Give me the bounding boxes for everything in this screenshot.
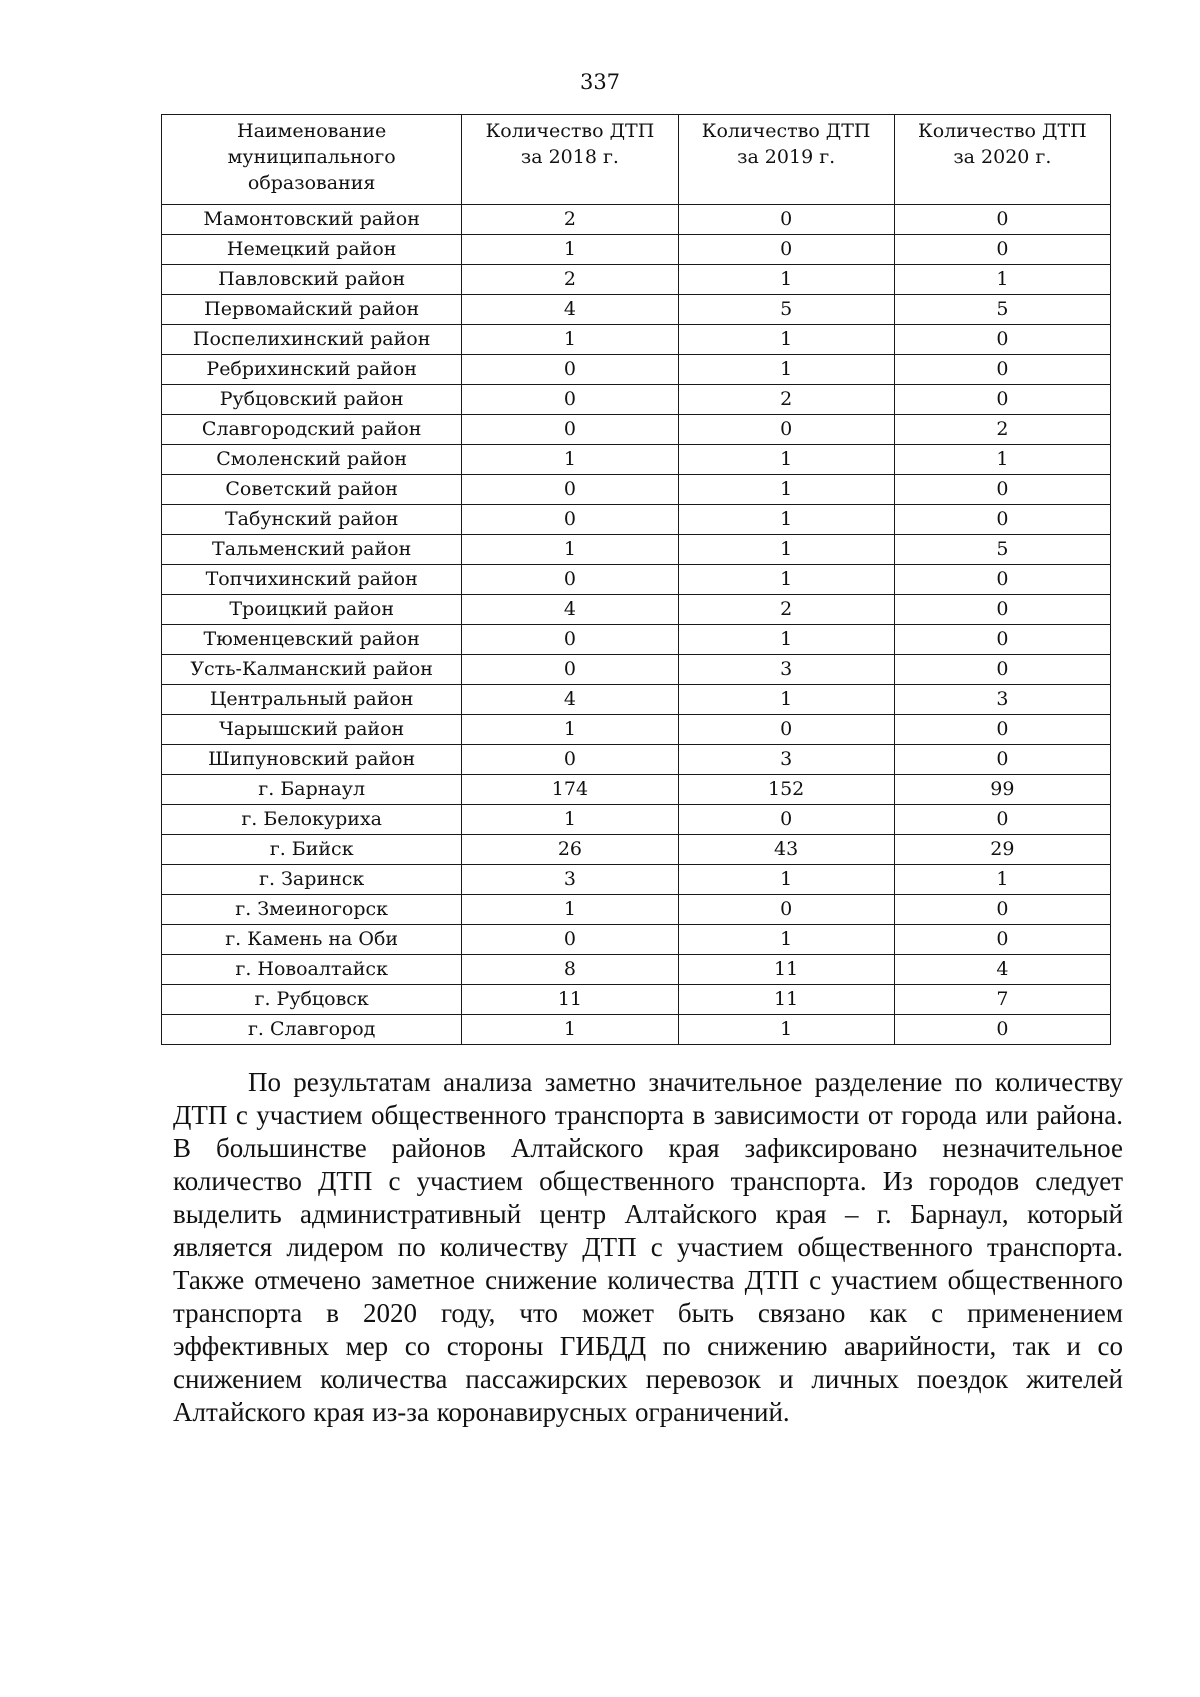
accident-statistics-table [161,114,1111,1045]
cell-accidents-2020: 1 [894,445,1110,475]
cell-accidents-2020: 4 [894,955,1110,985]
header-accidents-2020: Количество ДТП за 2020 г. [894,115,1110,205]
cell-accidents-2020: 3 [894,685,1110,715]
cell-accidents-2020: 0 [894,355,1110,385]
cell-accidents-2019: 0 [678,415,894,445]
table-row [162,325,1111,355]
cell-accidents-2020: 5 [894,535,1110,565]
table-row [162,895,1111,925]
cell-accidents-2019: 3 [678,745,894,775]
cell-accidents-2020: 0 [894,805,1110,835]
cell-municipality: Табунский район [162,505,462,535]
cell-accidents-2018: 1 [462,895,678,925]
cell-municipality: Центральный район [162,685,462,715]
cell-municipality: Смоленский район [162,445,462,475]
cell-municipality: Славгородский район [162,415,462,445]
cell-accidents-2018: 26 [462,835,678,865]
cell-accidents-2019: 1 [678,865,894,895]
cell-accidents-2019: 2 [678,385,894,415]
cell-municipality: г. Заринск [162,865,462,895]
cell-municipality: Поспелихинский район [162,325,462,355]
cell-accidents-2018: 2 [462,205,678,235]
cell-accidents-2019: 0 [678,895,894,925]
cell-accidents-2020: 0 [894,205,1110,235]
cell-municipality: г. Бийск [162,835,462,865]
table-row [162,505,1111,535]
cell-accidents-2018: 11 [462,985,678,1015]
table-row [162,265,1111,295]
cell-accidents-2018: 1 [462,235,678,265]
table-row [162,355,1111,385]
cell-accidents-2019: 3 [678,655,894,685]
cell-accidents-2018: 0 [462,925,678,955]
cell-accidents-2020: 0 [894,745,1110,775]
table-row [162,715,1111,745]
cell-accidents-2020: 1 [894,865,1110,895]
cell-accidents-2020: 0 [894,565,1110,595]
table-body [162,205,1111,1045]
table-row [162,475,1111,505]
cell-accidents-2019: 1 [678,325,894,355]
table-row [162,745,1111,775]
cell-municipality: Шипуновский район [162,745,462,775]
header-accidents-2019: Количество ДТП за 2019 г. [678,115,894,205]
cell-municipality: Немецкий район [162,235,462,265]
cell-accidents-2018: 0 [462,415,678,445]
table-row [162,985,1111,1015]
cell-accidents-2018: 1 [462,805,678,835]
cell-accidents-2020: 0 [894,655,1110,685]
page-number: 337 [579,70,621,94]
cell-accidents-2020: 0 [894,385,1110,415]
cell-accidents-2020: 29 [894,835,1110,865]
cell-accidents-2020: 0 [894,895,1110,925]
cell-accidents-2018: 0 [462,745,678,775]
table-row [162,235,1111,265]
cell-accidents-2019: 1 [678,625,894,655]
cell-accidents-2019: 11 [678,955,894,985]
cell-accidents-2019: 43 [678,835,894,865]
cell-accidents-2018: 0 [462,655,678,685]
cell-municipality: г. Змеиногорск [162,895,462,925]
cell-accidents-2019: 11 [678,985,894,1015]
cell-accidents-2018: 0 [462,355,678,385]
cell-municipality: г. Белокуриха [162,805,462,835]
cell-municipality: г. Славгород [162,1015,462,1045]
cell-municipality: г. Барнаул [162,775,462,805]
cell-accidents-2020: 0 [894,235,1110,265]
cell-accidents-2020: 0 [894,475,1110,505]
table-row [162,955,1111,985]
cell-accidents-2020: 2 [894,415,1110,445]
table-row [162,625,1111,655]
cell-accidents-2018: 174 [462,775,678,805]
cell-accidents-2020: 5 [894,295,1110,325]
cell-accidents-2018: 0 [462,475,678,505]
cell-accidents-2018: 0 [462,385,678,415]
cell-accidents-2020: 0 [894,925,1110,955]
table-row [162,925,1111,955]
cell-accidents-2019: 0 [678,205,894,235]
analysis-paragraph: По результатам анализа заметно значительное разделение по количеству ДТП с участием общественного транспорта в зависимости от города или района. В большинстве районов Алтайского края зафиксировано незначительное количество ДТП с участием общественного транспорта. Из городов следует выделить административный центр Алтайского края – г. Барнаул, который является лидером по количеству ДТП с участием общественного транспорта. Также отмечено заметное снижение количества ДТП с участием общественного транспорта в 2020 году, что может быть связано как с применением эффективных мер со стороны ГИБДД по снижению аварийности, так и со снижением количества пассажирских перевозок и личных поездок жителей Алтайского края из-за коронавирусных ограничений. [173,1067,1123,1427]
table-row [162,385,1111,415]
cell-accidents-2019: 5 [678,295,894,325]
cell-accidents-2019: 1 [678,475,894,505]
cell-accidents-2019: 0 [678,715,894,745]
cell-municipality: Троицкий район [162,595,462,625]
cell-accidents-2019: 0 [678,805,894,835]
cell-municipality: Павловский район [162,265,462,295]
table-row [162,415,1111,445]
table-row [162,1015,1111,1045]
cell-accidents-2019: 1 [678,355,894,385]
cell-municipality: Тюменцевский район [162,625,462,655]
cell-accidents-2020: 1 [894,265,1110,295]
cell-accidents-2019: 0 [678,235,894,265]
cell-municipality: Топчихинский район [162,565,462,595]
cell-accidents-2019: 1 [678,505,894,535]
cell-accidents-2020: 0 [894,625,1110,655]
cell-accidents-2020: 7 [894,985,1110,1015]
cell-municipality: г. Новоалтайск [162,955,462,985]
table-row [162,205,1111,235]
cell-accidents-2018: 2 [462,265,678,295]
table-row [162,655,1111,685]
cell-accidents-2019: 1 [678,1015,894,1045]
cell-municipality: Советский район [162,475,462,505]
table-row [162,535,1111,565]
cell-accidents-2018: 1 [462,1015,678,1045]
cell-accidents-2020: 0 [894,1015,1110,1045]
cell-municipality: Мамонтовский район [162,205,462,235]
cell-accidents-2019: 2 [678,595,894,625]
table-row [162,805,1111,835]
table-row [162,565,1111,595]
table-header-row [162,115,1111,205]
cell-accidents-2019: 1 [678,925,894,955]
cell-accidents-2018: 4 [462,685,678,715]
cell-accidents-2018: 3 [462,865,678,895]
cell-accidents-2018: 1 [462,715,678,745]
table-row [162,445,1111,475]
cell-accidents-2019: 1 [678,565,894,595]
cell-accidents-2018: 1 [462,535,678,565]
cell-municipality: Чарышский район [162,715,462,745]
cell-municipality: Первомайский район [162,295,462,325]
cell-accidents-2020: 0 [894,325,1110,355]
cell-accidents-2020: 0 [894,505,1110,535]
table-row [162,295,1111,325]
cell-accidents-2020: 0 [894,595,1110,625]
cell-accidents-2018: 0 [462,625,678,655]
cell-accidents-2018: 0 [462,505,678,535]
table-row [162,775,1111,805]
cell-accidents-2018: 0 [462,565,678,595]
cell-municipality: Ребрихинский район [162,355,462,385]
cell-accidents-2019: 1 [678,265,894,295]
cell-accidents-2020: 0 [894,715,1110,745]
cell-municipality: г. Камень на Оби [162,925,462,955]
header-municipality: Наименование муниципального образования [162,115,462,205]
cell-municipality: Тальменский район [162,535,462,565]
cell-accidents-2020: 99 [894,775,1110,805]
cell-accidents-2018: 1 [462,445,678,475]
cell-accidents-2019: 1 [678,685,894,715]
cell-accidents-2019: 1 [678,535,894,565]
cell-accidents-2018: 1 [462,325,678,355]
cell-accidents-2018: 8 [462,955,678,985]
cell-municipality: Усть-Калманский район [162,655,462,685]
header-accidents-2018: Количество ДТП за 2018 г. [462,115,678,205]
cell-accidents-2018: 4 [462,595,678,625]
table-row [162,865,1111,895]
table-row [162,595,1111,625]
table-row [162,685,1111,715]
cell-accidents-2019: 152 [678,775,894,805]
cell-municipality: Рубцовский район [162,385,462,415]
table-row [162,835,1111,865]
cell-accidents-2019: 1 [678,445,894,475]
cell-municipality: г. Рубцовск [162,985,462,1015]
cell-accidents-2018: 4 [462,295,678,325]
